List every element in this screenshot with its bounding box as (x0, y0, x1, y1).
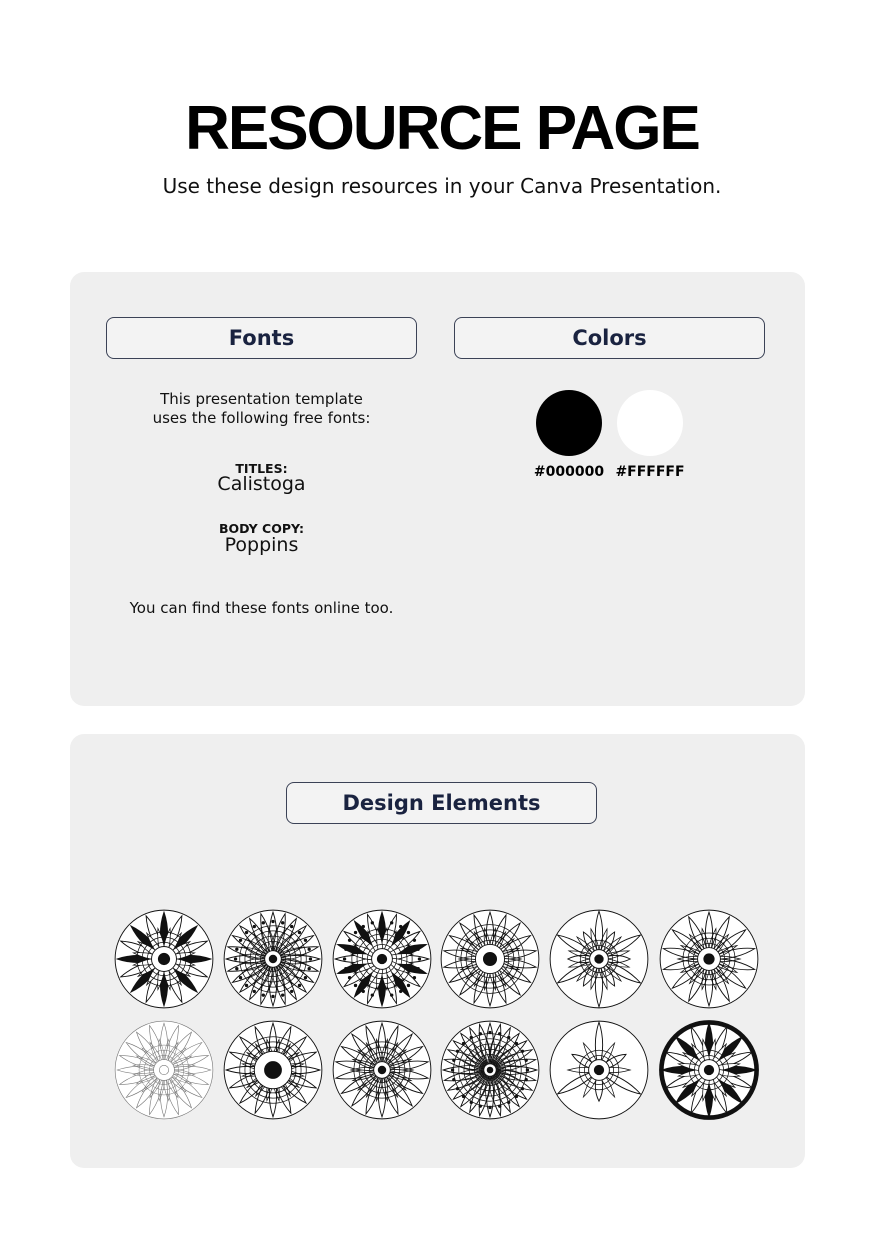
page-title: RESOURCE PAGE (185, 94, 699, 163)
mandala-icon (547, 907, 651, 1011)
mandala-icon (438, 1018, 542, 1122)
mandala-icon (330, 907, 434, 1011)
colors-heading: Colors (454, 317, 765, 359)
color-swatch-white (617, 390, 683, 456)
design-elements-panel (70, 734, 805, 1168)
body-font: Poppins (224, 534, 299, 556)
mandala-icon (330, 1018, 434, 1122)
mandala-icon (221, 907, 325, 1011)
fonts-intro-line2: uses the following free fonts: (152, 409, 371, 427)
mandala-icon (657, 1018, 761, 1122)
fonts-heading: Fonts (106, 317, 417, 359)
body-label: BODY COPY: (219, 521, 304, 536)
mandala-icon (112, 1018, 216, 1122)
page-subtitle: Use these design resources in your Canva Presentation. (162, 174, 722, 198)
fonts-intro-line1: This presentation template (160, 390, 363, 408)
design-elements-heading: Design Elements (286, 782, 597, 824)
resources-panel (70, 272, 805, 706)
fonts-intro (106, 390, 417, 428)
mandala-icon (221, 1018, 325, 1122)
color-hex-white: #FFFFFF (615, 464, 685, 480)
color-swatch-black (536, 390, 602, 456)
titles-font: Calistoga (217, 473, 306, 495)
color-hex-black: #000000 (533, 464, 605, 480)
mandala-icon (657, 907, 761, 1011)
fonts-note: You can find these fonts online too. (129, 599, 394, 617)
titles-label: TITLES: (235, 461, 288, 476)
mandala-icon (438, 907, 542, 1011)
mandala-icon (112, 907, 216, 1011)
mandala-icon (547, 1018, 651, 1122)
